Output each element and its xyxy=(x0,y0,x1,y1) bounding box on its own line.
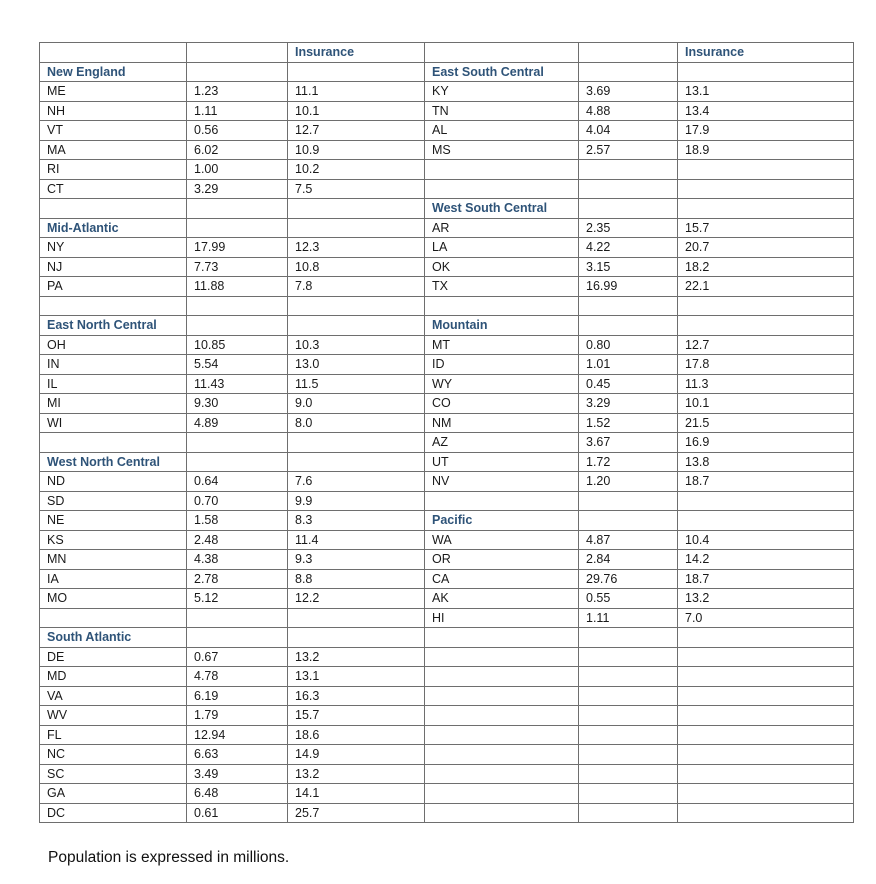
right-population-cell xyxy=(579,43,678,63)
right-population-cell xyxy=(579,686,678,706)
left-population-cell: 5.12 xyxy=(187,589,288,609)
right-state-cell: AR xyxy=(425,218,579,238)
table-row xyxy=(40,706,854,726)
table-row xyxy=(40,218,854,238)
right-insurance-cell: 20.7 xyxy=(678,238,854,258)
left-population-cell xyxy=(187,452,288,472)
right-population-cell: 1.01 xyxy=(579,355,678,375)
left-state-cell: DC xyxy=(40,803,187,823)
table-row xyxy=(40,472,854,492)
left-insurance-cell: 11.4 xyxy=(288,530,425,550)
left-population-cell: 4.89 xyxy=(187,413,288,433)
right-insurance-cell: 22.1 xyxy=(678,277,854,297)
right-population-cell xyxy=(579,764,678,784)
right-insurance-cell xyxy=(678,628,854,648)
right-state-cell: UT xyxy=(425,452,579,472)
right-state-cell xyxy=(425,491,579,511)
right-state-cell: AK xyxy=(425,589,579,609)
right-insurance-cell: 18.7 xyxy=(678,569,854,589)
left-population-cell: 11.43 xyxy=(187,374,288,394)
right-state-cell: AL xyxy=(425,121,579,141)
left-population-cell xyxy=(187,608,288,628)
left-population-cell xyxy=(187,296,288,316)
right-state-cell: CA xyxy=(425,569,579,589)
table-row xyxy=(40,647,854,667)
right-insurance-cell xyxy=(678,199,854,219)
left-population-cell: 10.85 xyxy=(187,335,288,355)
right-population-cell: 4.22 xyxy=(579,238,678,258)
left-state-cell: FL xyxy=(40,725,187,745)
right-state-cell: AZ xyxy=(425,433,579,453)
left-population-cell: 2.48 xyxy=(187,530,288,550)
right-insurance-cell xyxy=(678,179,854,199)
right-insurance-cell: 18.2 xyxy=(678,257,854,277)
left-insurance-cell: 25.7 xyxy=(288,803,425,823)
table-row xyxy=(40,764,854,784)
table-row xyxy=(40,62,854,82)
left-insurance-cell: 13.0 xyxy=(288,355,425,375)
right-population-cell xyxy=(579,511,678,531)
right-insurance-cell xyxy=(678,296,854,316)
right-population-cell xyxy=(579,628,678,648)
table-row xyxy=(40,725,854,745)
right-insurance-cell: 10.1 xyxy=(678,394,854,414)
right-population-cell: 3.67 xyxy=(579,433,678,453)
left-insurance-cell xyxy=(288,218,425,238)
left-insurance-cell: 11.1 xyxy=(288,82,425,102)
left-population-cell xyxy=(187,316,288,336)
right-insurance-cell: 13.2 xyxy=(678,589,854,609)
left-population-cell: 2.78 xyxy=(187,569,288,589)
left-insurance-cell: 12.2 xyxy=(288,589,425,609)
right-insurance-cell xyxy=(678,764,854,784)
right-state-cell: NM xyxy=(425,413,579,433)
left-state-cell: NC xyxy=(40,745,187,765)
right-state-cell xyxy=(425,160,579,180)
right-population-cell xyxy=(579,725,678,745)
right-insurance-cell xyxy=(678,706,854,726)
table-row xyxy=(40,355,854,375)
right-population-cell xyxy=(579,706,678,726)
right-insurance-cell xyxy=(678,686,854,706)
table-row xyxy=(40,238,854,258)
left-population-cell: 4.78 xyxy=(187,667,288,687)
table-row xyxy=(40,394,854,414)
right-insurance-cell xyxy=(678,511,854,531)
left-population-cell: 1.11 xyxy=(187,101,288,121)
right-insurance-cell: 14.2 xyxy=(678,550,854,570)
left-insurance-cell: 8.8 xyxy=(288,569,425,589)
region-header: South Atlantic xyxy=(40,628,187,648)
right-population-cell: 1.20 xyxy=(579,472,678,492)
right-state-cell: CO xyxy=(425,394,579,414)
left-insurance-cell xyxy=(288,199,425,219)
left-population-cell xyxy=(187,62,288,82)
right-state-cell xyxy=(425,764,579,784)
right-state-cell xyxy=(425,628,579,648)
right-insurance-cell: 7.0 xyxy=(678,608,854,628)
right-state-cell: MT xyxy=(425,335,579,355)
footnote: Population is expressed in millions. xyxy=(48,849,290,866)
left-state-cell xyxy=(40,199,187,219)
left-insurance-header: Insurance xyxy=(288,43,425,63)
region-header: West South Central xyxy=(425,199,579,219)
left-population-cell: 0.64 xyxy=(187,472,288,492)
left-insurance-cell: 9.9 xyxy=(288,491,425,511)
right-population-cell: 3.69 xyxy=(579,82,678,102)
table-row xyxy=(40,784,854,804)
right-population-cell: 29.76 xyxy=(579,569,678,589)
right-state-cell: MS xyxy=(425,140,579,160)
left-insurance-cell xyxy=(288,316,425,336)
left-population-cell: 0.70 xyxy=(187,491,288,511)
table-row xyxy=(40,452,854,472)
right-state-cell xyxy=(425,43,579,63)
table-body xyxy=(40,43,854,823)
region-header: Pacific xyxy=(425,511,579,531)
right-state-cell: NV xyxy=(425,472,579,492)
left-insurance-cell: 13.2 xyxy=(288,647,425,667)
right-population-cell: 0.45 xyxy=(579,374,678,394)
left-insurance-cell: 8.0 xyxy=(288,413,425,433)
right-insurance-cell: 15.7 xyxy=(678,218,854,238)
left-insurance-cell: 10.2 xyxy=(288,160,425,180)
left-insurance-cell: 14.1 xyxy=(288,784,425,804)
right-state-cell xyxy=(425,667,579,687)
right-insurance-cell: 16.9 xyxy=(678,433,854,453)
left-state-cell: IL xyxy=(40,374,187,394)
right-population-cell xyxy=(579,62,678,82)
left-state-cell: WI xyxy=(40,413,187,433)
left-state-cell: SC xyxy=(40,764,187,784)
left-state-cell xyxy=(40,433,187,453)
left-insurance-cell xyxy=(288,608,425,628)
table-row xyxy=(40,140,854,160)
left-insurance-cell: 18.6 xyxy=(288,725,425,745)
right-insurance-cell xyxy=(678,667,854,687)
right-population-cell: 3.29 xyxy=(579,394,678,414)
left-insurance-cell: 13.1 xyxy=(288,667,425,687)
table-row xyxy=(40,589,854,609)
right-population-cell: 1.52 xyxy=(579,413,678,433)
left-state-cell: MD xyxy=(40,667,187,687)
right-population-cell: 1.11 xyxy=(579,608,678,628)
table-row xyxy=(40,745,854,765)
right-population-cell xyxy=(579,160,678,180)
table-row xyxy=(40,277,854,297)
right-population-cell xyxy=(579,647,678,667)
left-population-cell: 9.30 xyxy=(187,394,288,414)
left-insurance-cell: 9.3 xyxy=(288,550,425,570)
right-population-cell xyxy=(579,803,678,823)
table-row xyxy=(40,550,854,570)
left-insurance-cell: 7.6 xyxy=(288,472,425,492)
table-row xyxy=(40,101,854,121)
region-header: East South Central xyxy=(425,62,579,82)
table-row xyxy=(40,121,854,141)
right-insurance-cell xyxy=(678,803,854,823)
right-population-cell xyxy=(579,199,678,219)
left-population-cell: 0.56 xyxy=(187,121,288,141)
left-insurance-cell: 10.9 xyxy=(288,140,425,160)
right-state-cell xyxy=(425,706,579,726)
left-state-cell: DE xyxy=(40,647,187,667)
right-population-cell: 0.55 xyxy=(579,589,678,609)
right-state-cell: ID xyxy=(425,355,579,375)
left-population-cell xyxy=(187,628,288,648)
left-state-cell: KS xyxy=(40,530,187,550)
left-population-cell: 5.54 xyxy=(187,355,288,375)
left-insurance-cell: 16.3 xyxy=(288,686,425,706)
left-insurance-cell: 15.7 xyxy=(288,706,425,726)
right-state-cell: OR xyxy=(425,550,579,570)
right-insurance-cell xyxy=(678,491,854,511)
right-population-cell: 2.57 xyxy=(579,140,678,160)
right-insurance-cell: 17.8 xyxy=(678,355,854,375)
right-population-cell: 3.15 xyxy=(579,257,678,277)
table-row xyxy=(40,296,854,316)
right-insurance-cell: 18.7 xyxy=(678,472,854,492)
left-population-cell: 0.61 xyxy=(187,803,288,823)
left-population-cell xyxy=(187,218,288,238)
left-insurance-cell xyxy=(288,62,425,82)
left-population-cell: 11.88 xyxy=(187,277,288,297)
right-state-cell xyxy=(425,647,579,667)
right-state-cell xyxy=(425,745,579,765)
right-state-cell: HI xyxy=(425,608,579,628)
left-population-cell: 6.02 xyxy=(187,140,288,160)
left-insurance-cell xyxy=(288,452,425,472)
right-state-cell xyxy=(425,725,579,745)
left-state-cell: ME xyxy=(40,82,187,102)
left-population-cell xyxy=(187,43,288,63)
left-population-cell: 1.23 xyxy=(187,82,288,102)
right-population-cell: 2.84 xyxy=(579,550,678,570)
right-population-cell: 4.88 xyxy=(579,101,678,121)
right-insurance-cell: 13.4 xyxy=(678,101,854,121)
left-population-cell: 6.63 xyxy=(187,745,288,765)
right-state-cell: WY xyxy=(425,374,579,394)
right-insurance-cell xyxy=(678,784,854,804)
table-row xyxy=(40,413,854,433)
right-insurance-header: Insurance xyxy=(678,43,854,63)
left-population-cell: 1.58 xyxy=(187,511,288,531)
right-state-cell: TX xyxy=(425,277,579,297)
table-row xyxy=(40,433,854,453)
left-population-cell: 7.73 xyxy=(187,257,288,277)
left-state-cell: MI xyxy=(40,394,187,414)
left-state-cell: GA xyxy=(40,784,187,804)
right-population-cell xyxy=(579,296,678,316)
table-row xyxy=(40,667,854,687)
right-population-cell: 4.04 xyxy=(579,121,678,141)
left-insurance-cell: 8.3 xyxy=(288,511,425,531)
table-row xyxy=(40,82,854,102)
right-population-cell: 16.99 xyxy=(579,277,678,297)
right-insurance-cell: 13.8 xyxy=(678,452,854,472)
left-insurance-cell: 9.0 xyxy=(288,394,425,414)
left-state-cell: ND xyxy=(40,472,187,492)
right-state-cell: KY xyxy=(425,82,579,102)
table-row xyxy=(40,199,854,219)
left-state-cell: NH xyxy=(40,101,187,121)
right-population-cell xyxy=(579,316,678,336)
left-insurance-cell: 14.9 xyxy=(288,745,425,765)
right-population-cell xyxy=(579,667,678,687)
left-insurance-cell: 12.3 xyxy=(288,238,425,258)
left-population-cell xyxy=(187,433,288,453)
right-population-cell xyxy=(579,179,678,199)
left-state-cell: RI xyxy=(40,160,187,180)
right-insurance-cell: 10.4 xyxy=(678,530,854,550)
right-state-cell: OK xyxy=(425,257,579,277)
right-state-cell: LA xyxy=(425,238,579,258)
right-insurance-cell: 17.9 xyxy=(678,121,854,141)
right-state-cell xyxy=(425,784,579,804)
region-header: Mountain xyxy=(425,316,579,336)
table-row xyxy=(40,511,854,531)
right-population-cell: 0.80 xyxy=(579,335,678,355)
right-insurance-cell xyxy=(678,647,854,667)
right-insurance-cell: 12.7 xyxy=(678,335,854,355)
right-insurance-cell: 11.3 xyxy=(678,374,854,394)
right-population-cell xyxy=(579,745,678,765)
right-insurance-cell xyxy=(678,725,854,745)
left-population-cell: 6.19 xyxy=(187,686,288,706)
left-state-cell: WV xyxy=(40,706,187,726)
left-state-cell: MO xyxy=(40,589,187,609)
table-row xyxy=(40,374,854,394)
left-population-cell: 1.79 xyxy=(187,706,288,726)
table-row xyxy=(40,628,854,648)
right-state-cell xyxy=(425,179,579,199)
table-row xyxy=(40,335,854,355)
table-row xyxy=(40,491,854,511)
left-insurance-cell: 10.8 xyxy=(288,257,425,277)
left-state-cell: NE xyxy=(40,511,187,531)
right-state-cell xyxy=(425,686,579,706)
right-state-cell xyxy=(425,803,579,823)
left-insurance-cell: 7.8 xyxy=(288,277,425,297)
table-row xyxy=(40,179,854,199)
left-population-cell: 17.99 xyxy=(187,238,288,258)
left-insurance-cell xyxy=(288,433,425,453)
left-state-cell xyxy=(40,43,187,63)
right-population-cell: 2.35 xyxy=(579,218,678,238)
left-state-cell: NY xyxy=(40,238,187,258)
left-population-cell: 1.00 xyxy=(187,160,288,180)
left-state-cell: MA xyxy=(40,140,187,160)
right-insurance-cell: 18.9 xyxy=(678,140,854,160)
region-header: West North Central xyxy=(40,452,187,472)
right-insurance-cell: 13.1 xyxy=(678,82,854,102)
left-insurance-cell: 7.5 xyxy=(288,179,425,199)
region-header: New England xyxy=(40,62,187,82)
right-insurance-cell xyxy=(678,62,854,82)
right-insurance-cell xyxy=(678,316,854,336)
left-state-cell: IA xyxy=(40,569,187,589)
right-state-cell: TN xyxy=(425,101,579,121)
left-population-cell: 0.67 xyxy=(187,647,288,667)
right-population-cell xyxy=(579,784,678,804)
right-population-cell: 1.72 xyxy=(579,452,678,472)
left-state-cell: NJ xyxy=(40,257,187,277)
left-state-cell xyxy=(40,608,187,628)
left-state-cell xyxy=(40,296,187,316)
table-row xyxy=(40,686,854,706)
right-state-cell: WA xyxy=(425,530,579,550)
table-row xyxy=(40,160,854,180)
left-insurance-cell: 10.3 xyxy=(288,335,425,355)
left-state-cell: VA xyxy=(40,686,187,706)
left-insurance-cell xyxy=(288,296,425,316)
right-insurance-cell xyxy=(678,745,854,765)
left-state-cell: VT xyxy=(40,121,187,141)
region-header: East North Central xyxy=(40,316,187,336)
left-insurance-cell: 10.1 xyxy=(288,101,425,121)
left-state-cell: MN xyxy=(40,550,187,570)
table-row xyxy=(40,569,854,589)
left-population-cell: 6.48 xyxy=(187,784,288,804)
left-state-cell: CT xyxy=(40,179,187,199)
right-insurance-cell: 21.5 xyxy=(678,413,854,433)
left-insurance-cell: 12.7 xyxy=(288,121,425,141)
table-row xyxy=(40,608,854,628)
left-population-cell: 3.49 xyxy=(187,764,288,784)
table-row xyxy=(40,530,854,550)
left-population-cell: 12.94 xyxy=(187,725,288,745)
left-insurance-cell: 13.2 xyxy=(288,764,425,784)
left-insurance-cell xyxy=(288,628,425,648)
left-population-cell xyxy=(187,199,288,219)
left-insurance-cell: 11.5 xyxy=(288,374,425,394)
right-state-cell xyxy=(425,296,579,316)
right-population-cell xyxy=(579,491,678,511)
table-row xyxy=(40,316,854,336)
left-population-cell: 4.38 xyxy=(187,550,288,570)
left-state-cell: OH xyxy=(40,335,187,355)
right-population-cell: 4.87 xyxy=(579,530,678,550)
population-insurance-table xyxy=(39,42,854,823)
left-state-cell: IN xyxy=(40,355,187,375)
region-header: Mid-Atlantic xyxy=(40,218,187,238)
table-row xyxy=(40,43,854,63)
right-insurance-cell xyxy=(678,160,854,180)
left-state-cell: SD xyxy=(40,491,187,511)
left-population-cell: 3.29 xyxy=(187,179,288,199)
table-row xyxy=(40,257,854,277)
left-state-cell: PA xyxy=(40,277,187,297)
table-row xyxy=(40,803,854,823)
